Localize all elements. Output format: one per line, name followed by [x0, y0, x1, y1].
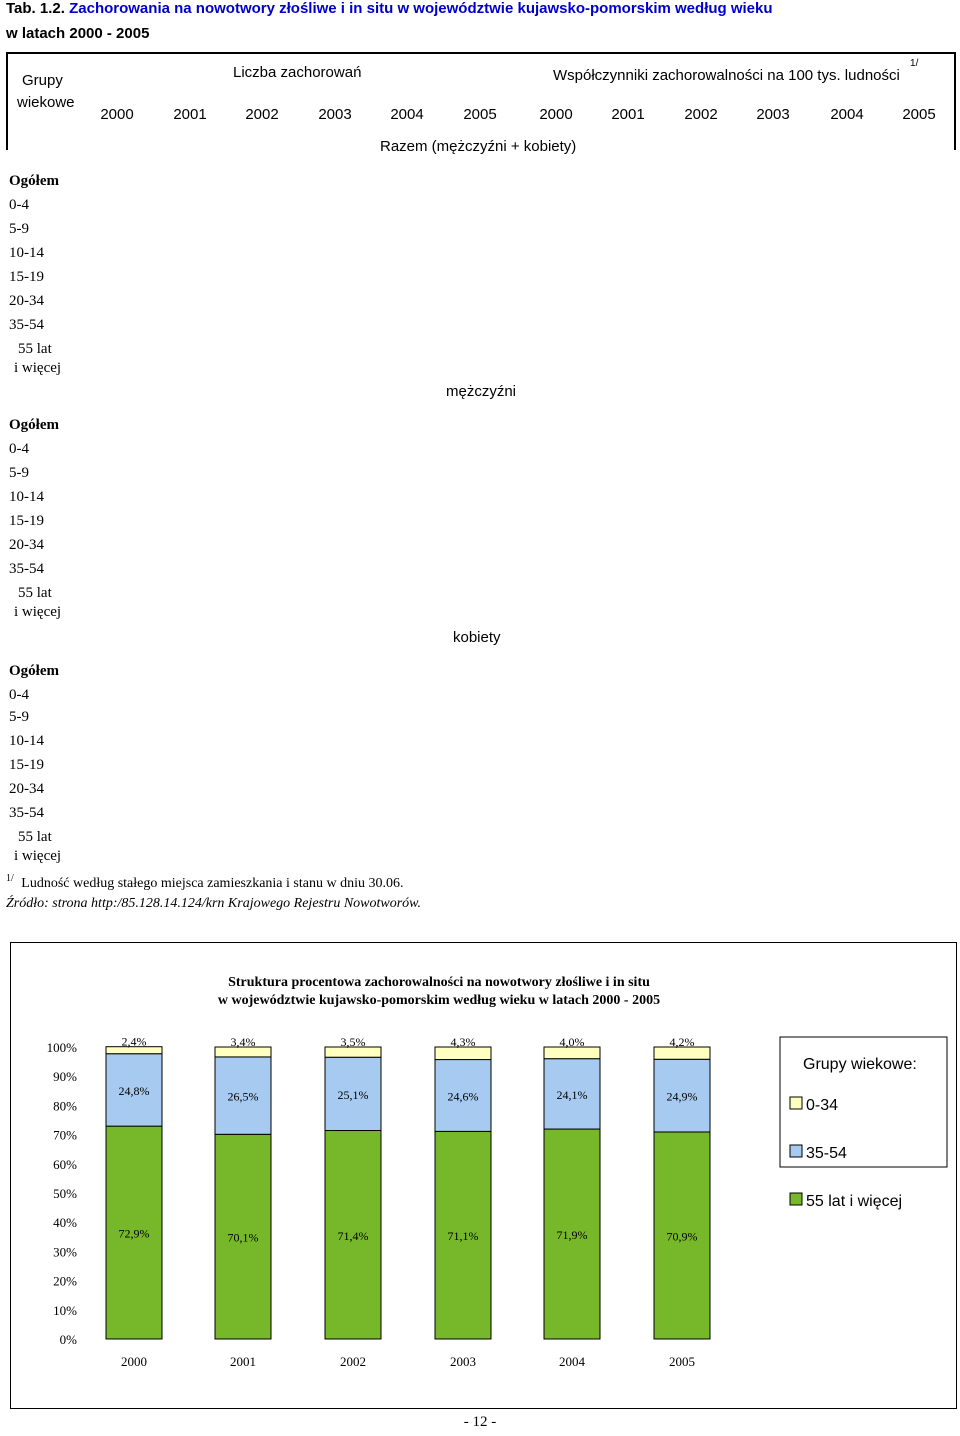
row-group-label-cont: i więcej [14, 604, 62, 620]
data-label: 3,4% [230, 1035, 256, 1049]
row-group-label: 55 lat [18, 341, 52, 357]
legend-swatch [790, 1097, 802, 1109]
data-label: 3,5% [340, 1035, 366, 1049]
footnote-mark: 1/ [6, 873, 14, 884]
data-label: 71,4% [337, 1228, 369, 1243]
data-label: 72,9% [118, 1226, 150, 1241]
row-group-label: 0-4 [9, 687, 29, 703]
data-label: 24,8% [118, 1083, 150, 1098]
data-label: 70,1% [227, 1230, 259, 1245]
row-group-label: 20-34 [9, 537, 44, 553]
row-group-label: 15-19 [9, 269, 44, 285]
row-group-label: 15-19 [9, 513, 44, 529]
data-label: 24,6% [447, 1089, 479, 1104]
row-group-label: 35-54 [9, 805, 44, 821]
x-tick-label: 2005 [669, 1354, 695, 1369]
legend-swatch [790, 1193, 802, 1205]
year-header: 2000 [539, 106, 573, 123]
stacked-percent-bar-chart [11, 943, 956, 1408]
x-tick-label: 2002 [340, 1354, 366, 1369]
row-group-label: 5-9 [9, 221, 29, 237]
data-label: 25,1% [337, 1087, 369, 1102]
row-group-label: Ogółem [9, 173, 59, 189]
row-group-label: 55 lat [18, 585, 52, 601]
y-tick-label: 30% [53, 1244, 77, 1260]
year-header: 2001 [611, 106, 645, 123]
row-group-label: 10-14 [9, 733, 44, 749]
source-note: Źródło: strona http:/85.128.14.124/krn Krajowego Rejestru Nowotworów. [6, 896, 421, 911]
row-group-label: 5-9 [9, 465, 29, 481]
section-label: kobiety [453, 629, 501, 646]
x-tick-label: 2001 [230, 1354, 256, 1369]
y-tick-label: 0% [59, 1332, 77, 1347]
year-header: 2004 [830, 106, 864, 123]
group-header-line2: wiekowe [17, 94, 75, 111]
rates-footnote-mark: 1/ [910, 58, 919, 69]
row-group-label: 0-4 [9, 441, 29, 457]
y-tick-label: 100% [46, 1040, 77, 1055]
cases-header: Liczba zachorowań [233, 64, 362, 81]
row-group-label-cont: i więcej [14, 360, 62, 376]
data-label: 71,1% [447, 1229, 479, 1244]
group-header-line1: Grupy [22, 72, 63, 89]
table-header [6, 52, 956, 150]
row-group-label: 20-34 [9, 781, 44, 797]
row-group-label: 0-4 [9, 197, 29, 213]
y-tick-label: 70% [53, 1127, 77, 1143]
legend-label: 0-34 [806, 1097, 839, 1114]
year-header: 2005 [902, 106, 936, 123]
year-header: 2001 [173, 106, 207, 123]
year-header: 2004 [390, 106, 424, 123]
section-label: Razem (mężczyźni + kobiety) [380, 138, 577, 155]
data-label: 4,0% [559, 1035, 585, 1049]
legend-title: Grupy wiekowe: [803, 1056, 917, 1073]
row-group-label: Ogółem [9, 663, 59, 679]
y-tick-label: 40% [53, 1215, 77, 1231]
y-tick-label: 50% [53, 1186, 77, 1201]
row-group-label: 35-54 [9, 561, 44, 577]
y-tick-label: 80% [53, 1098, 77, 1114]
row-group-label: Ogółem [9, 417, 59, 433]
data-label: 4,3% [450, 1035, 476, 1049]
data-label: 70,9% [666, 1229, 698, 1244]
row-group-label: 20-34 [9, 293, 44, 309]
data-label: 4,2% [669, 1035, 695, 1049]
year-header: 2005 [463, 106, 497, 123]
y-tick-label: 60% [53, 1156, 77, 1172]
legend-label: 55 lat i więcej [806, 1193, 903, 1210]
chart-subtitle: w województwie kujawsko-pomorskim według wieku w latach 2000 - 2005 [217, 993, 661, 1008]
year-header: 2002 [684, 106, 718, 123]
y-tick-label: 20% [53, 1273, 77, 1289]
footnote-text: Ludność według stałego miejsca zamieszkania i stanu w dniu 30.06. [21, 875, 404, 891]
rates-header: Współczynniki zachorowalności na 100 tys. ludności $^{1/}$ [553, 58, 919, 84]
x-tick-label: 2003 [450, 1354, 476, 1369]
y-tick-label: 10% [53, 1302, 77, 1318]
legend-swatch [790, 1145, 802, 1157]
table-number: Tab. 1.2. [6, 0, 65, 17]
footnote [6, 873, 403, 892]
page-number: - 12 - [463, 1414, 497, 1430]
year-header: 2000 [100, 106, 134, 123]
table-title-line1 [6, 0, 773, 17]
year-header: 2002 [245, 106, 279, 123]
data-label: 26,5% [227, 1089, 259, 1104]
table-title-link[interactable]: Zachorowania na nowotwory złośliwe i in situ w województwie kujawsko-pomorskim według wieku [69, 0, 773, 17]
data-label: 24,9% [666, 1089, 698, 1104]
y-tick-label: 90% [53, 1069, 77, 1085]
section-label: mężczyźni [446, 383, 517, 400]
data-label: 2,4% [121, 1034, 147, 1049]
row-group-label: 10-14 [9, 245, 44, 261]
row-group-label: 10-14 [9, 489, 44, 505]
table-title-line2: w latach 2000 - 2005 [6, 25, 150, 42]
legend-label: 35-54 [806, 1145, 847, 1162]
row-group-label: 35-54 [9, 317, 44, 333]
chart-frame [10, 942, 957, 1409]
year-header: 2003 [756, 106, 790, 123]
row-group-label: 5-9 [9, 709, 29, 725]
chart-title: Struktura procentowa zachorowalności na nowotwory złośliwe i in situ [228, 975, 650, 990]
x-tick-label: 2000 [121, 1354, 147, 1369]
data-label: 71,9% [556, 1228, 588, 1243]
row-group-label-cont: i więcej [14, 848, 62, 864]
year-header: 2003 [318, 106, 352, 123]
row-group-label: 15-19 [9, 757, 44, 773]
data-label: 24,1% [556, 1087, 588, 1102]
x-tick-label: 2004 [559, 1354, 585, 1369]
row-group-label: 55 lat [18, 829, 52, 845]
